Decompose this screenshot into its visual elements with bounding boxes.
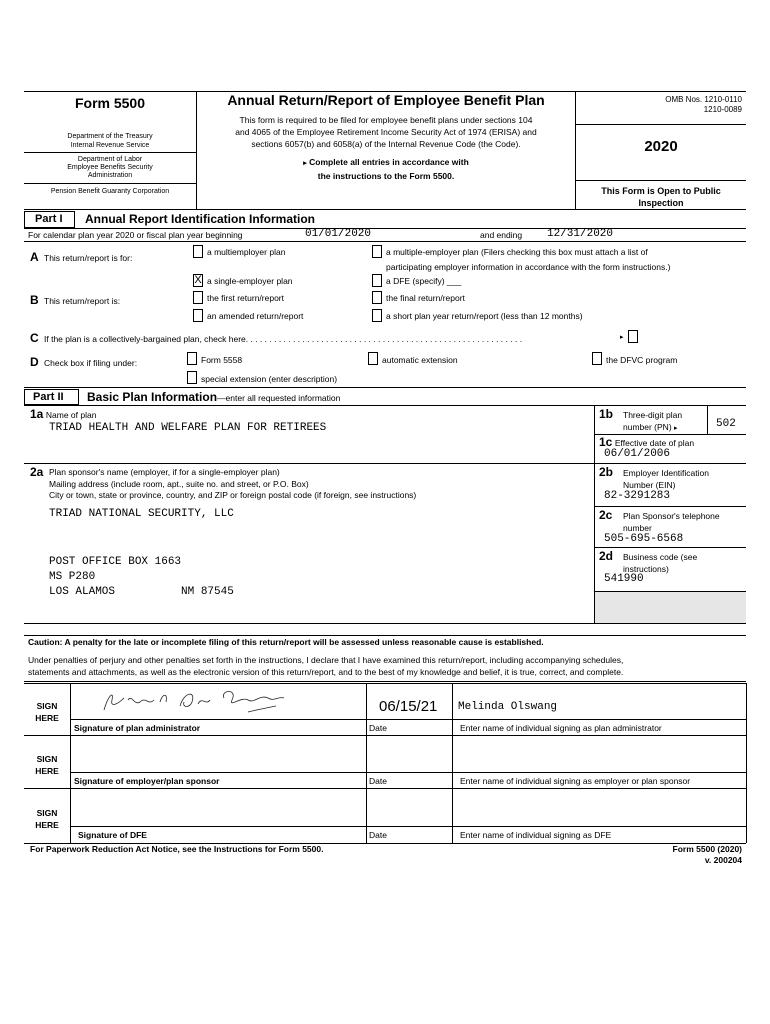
arrow-right-icon: ▸ bbox=[303, 160, 307, 167]
dept-labor: Department of Labor Employee Benefits Security Administration bbox=[67, 156, 153, 179]
dfe-name-label: Enter name of individual signing as DFE bbox=[460, 830, 612, 840]
line-a-text: This return/report is for: bbox=[44, 253, 133, 263]
sponsor-name-label: Enter name of individual signing as employer or plan sponsor bbox=[460, 776, 691, 786]
form-footer-id: Form 5500 (2020) v. 200204 bbox=[672, 844, 742, 865]
sign1-bottom bbox=[24, 735, 746, 736]
rule-2c bbox=[594, 547, 746, 548]
header-right-rule1 bbox=[576, 124, 746, 125]
ein-value[interactable]: 82-3291283 bbox=[604, 490, 671, 502]
part2-label: Part II bbox=[24, 389, 79, 405]
admin-name-label: Enter name of individual signing as plan administrator bbox=[460, 723, 662, 733]
sponsor-signature-label: Signature of employer/plan sponsor bbox=[74, 776, 220, 786]
dfe-checkbox[interactable] bbox=[372, 274, 382, 287]
admin-date-label: Date bbox=[369, 723, 387, 733]
amended-return-checkbox[interactable] bbox=[193, 309, 203, 322]
line-2a-label: Plan sponsor's name (employer, if for a single-employer plan) Mailing address (include room, apt., suite no. and street, or P.O. Box) City or town, state or province, country, and ZIP or foreign postal code (if foreign, see instructions) bbox=[49, 467, 417, 500]
part2-title: Basic Plan Information—enter all requested information bbox=[87, 390, 341, 404]
admin-date-value[interactable]: 06/15/21 bbox=[379, 698, 438, 715]
line-2b-label: Employer Identification Number (EIN) bbox=[623, 468, 709, 490]
sign-here-3: SIGN HERE bbox=[35, 808, 59, 830]
sign2-bottom bbox=[24, 788, 746, 789]
short-year-checkbox[interactable] bbox=[372, 309, 382, 322]
dept-pbgc: Pension Benefit Guaranty Corporation bbox=[50, 188, 170, 195]
arrow-right-icon: ▸ bbox=[674, 425, 678, 432]
sign-top-rule-2 bbox=[24, 683, 746, 684]
multiemployer-label: a multiemployer plan bbox=[207, 247, 286, 257]
sign-name-divider bbox=[452, 683, 453, 843]
main-title: Annual Return/Report of Employee Benefit Plan bbox=[227, 92, 545, 108]
header-right-rule2 bbox=[576, 180, 746, 181]
multiple-employer-label: a multiple-employer plan (Filers checking this box must attach a list of bbox=[386, 247, 648, 257]
form-5558-label: Form 5558 bbox=[201, 355, 243, 365]
automatic-extension-label: automatic extension bbox=[382, 355, 458, 365]
collectively-bargained-checkbox[interactable] bbox=[628, 330, 638, 343]
dept-treasury: Department of the Treasury Internal Revenue Service bbox=[67, 133, 153, 149]
final-return-label: the final return/report bbox=[386, 293, 465, 303]
sign2-line bbox=[70, 772, 746, 773]
automatic-extension-checkbox[interactable] bbox=[368, 352, 378, 365]
sign-date-divider bbox=[366, 683, 367, 843]
part1-rule bbox=[24, 228, 746, 229]
line-1b-label: Three-digit plan number (PN) ▸ bbox=[623, 410, 683, 432]
form-year: 2020 bbox=[644, 138, 678, 155]
header-left-divider bbox=[196, 91, 197, 209]
sign3-line bbox=[70, 826, 746, 827]
line-1c-label: 1c Effective date of plan bbox=[599, 435, 695, 449]
form-title: Form 5500 bbox=[74, 95, 146, 111]
line-2c-num: 2c bbox=[599, 508, 613, 522]
sign-left-divider bbox=[70, 683, 71, 843]
part2-bottom-rule bbox=[24, 623, 746, 624]
effective-date-value[interactable]: 06/01/2006 bbox=[604, 448, 671, 460]
line-c-letter: C bbox=[30, 331, 39, 345]
plan-name-value[interactable]: TRIAD HEALTH AND WELFARE PLAN FOR RETIREES bbox=[49, 422, 327, 434]
perjury-statement: Under penalties of perjury and other penalties set forth in the instructions, I declare that I have examined this return/report, including accompanying schedules, statements and attachments, as well as the electronic version of this return/report, and to the best of my knowledge and belief, it is true, correct, and complete. bbox=[28, 655, 624, 677]
header-left-rule2 bbox=[24, 183, 196, 184]
first-return-label: the first return/report bbox=[207, 293, 285, 303]
calendar-year-text: For calendar plan year 2020 or fiscal plan year beginning bbox=[28, 230, 243, 240]
rule-1c bbox=[24, 463, 746, 464]
amended-return-label: an amended return/report bbox=[207, 311, 304, 321]
omb-numbers: OMB Nos. 1210-0110 1210-0089 bbox=[665, 95, 742, 114]
multiple-employer-label-cont: participating employer information in accordance with the form instructions.) bbox=[386, 262, 671, 272]
line-2a-num: 2a bbox=[30, 465, 44, 479]
special-extension-label: special extension (enter description) bbox=[201, 374, 338, 384]
line-1a-label: 1a Name of plan bbox=[30, 407, 97, 421]
calendar-rule bbox=[24, 241, 746, 242]
dfe-signature-label: Signature of DFE bbox=[78, 830, 147, 840]
dfe-signature-field[interactable] bbox=[72, 790, 364, 825]
sponsor-date-label: Date bbox=[369, 776, 387, 786]
short-year-label: a short plan year return/report (less than 12 months) bbox=[386, 311, 583, 321]
single-employer-checkbox[interactable]: X bbox=[194, 274, 202, 286]
arrow-right-icon: ▸ bbox=[620, 334, 624, 341]
shaded-area bbox=[595, 592, 746, 623]
phone-value[interactable]: 505-695-6568 bbox=[604, 533, 684, 545]
form-description: This form is required to be filed for employee benefit plans under sections 104 and 4065 of the Employee Retirement Income Security Act of 1974 (ERISA) and sections 6057(b) and 6058(a) of the Internal Revenue Code (the Code). bbox=[235, 115, 537, 149]
line-2d-num: 2d bbox=[599, 549, 614, 563]
final-return-checkbox[interactable] bbox=[372, 291, 382, 304]
dfe-label: a DFE (specify) ___ bbox=[386, 276, 462, 286]
admin-name-value[interactable]: Melinda Olswang bbox=[458, 701, 558, 713]
caution-rule bbox=[24, 635, 746, 636]
plan-number-value[interactable]: 502 bbox=[716, 418, 736, 430]
line-2c-label: Plan Sponsor's telephone number bbox=[623, 511, 720, 533]
pn-box-divider bbox=[707, 405, 708, 434]
sign-here-1: SIGN HERE bbox=[35, 701, 59, 723]
sign1-line bbox=[70, 719, 746, 720]
part1-label: Part I bbox=[24, 211, 75, 228]
part1-title: Annual Report Identification Information bbox=[85, 212, 315, 226]
line-2b-num: 2b bbox=[599, 465, 614, 479]
sign-top-rule bbox=[24, 681, 746, 682]
part1-bottom-rule bbox=[24, 387, 746, 388]
line-c-text: If the plan is a collectively-bargained plan, check here. . . . . . . . . . . . . . . . . . . . . . . . . . . . . . . . . . . . . . . . . . . . . . . . . . . . . . . . . . . bbox=[44, 334, 523, 344]
plan-year-begin[interactable]: 01/01/2020 bbox=[305, 228, 372, 240]
first-return-checkbox[interactable] bbox=[193, 291, 203, 304]
line-a-letter: A bbox=[30, 250, 39, 264]
sign-right-border bbox=[746, 683, 747, 843]
sponsor-name-value[interactable]: TRIAD NATIONAL SECURITY, LLC bbox=[49, 508, 234, 520]
header-left-rule1 bbox=[24, 152, 196, 153]
business-code-value[interactable]: 541990 bbox=[604, 573, 644, 585]
special-extension-checkbox[interactable] bbox=[187, 371, 197, 384]
sponsor-signature-field[interactable] bbox=[72, 737, 364, 771]
part2-rule bbox=[24, 405, 746, 406]
sign-here-2: SIGN HERE bbox=[35, 754, 59, 776]
admin-signature-label: Signature of plan administrator bbox=[74, 723, 201, 733]
line-d-letter: D bbox=[30, 355, 39, 369]
line-2d-label: Business code (see instructions) bbox=[623, 552, 698, 574]
form-5558-checkbox[interactable] bbox=[187, 352, 197, 365]
line-d-text: Check box if filing under: bbox=[44, 358, 138, 368]
dfvc-label: the DFVC program bbox=[606, 355, 678, 365]
sponsor-address[interactable]: POST OFFICE BOX 1663 MS P280 LOS ALAMOS NM 87545 bbox=[49, 556, 234, 598]
rule-2b bbox=[594, 506, 746, 507]
line-1b-num: 1b bbox=[599, 407, 614, 421]
dfe-date-label: Date bbox=[369, 830, 387, 840]
dfvc-checkbox[interactable] bbox=[592, 352, 602, 365]
multiple-employer-checkbox[interactable] bbox=[372, 245, 382, 258]
multiemployer-checkbox[interactable] bbox=[193, 245, 203, 258]
header-bottom-rule bbox=[24, 209, 746, 210]
administrator-signature bbox=[98, 686, 293, 718]
paperwork-notice: For Paperwork Reduction Act Notice, see the Instructions for Form 5500. bbox=[30, 844, 324, 854]
line-b-letter: B bbox=[30, 293, 39, 307]
caution-text: Caution: A penalty for the late or incomplete filing of this return/report will be assessed unless reasonable cause is established. bbox=[28, 637, 544, 647]
single-employer-label: a single-employer plan bbox=[207, 276, 293, 286]
public-inspection-note: This Form is Open to Public Inspection bbox=[601, 186, 721, 208]
instructions-note: ▸ Complete all entries in accordance with the instructions to the Form 5500. bbox=[303, 157, 469, 181]
line-b-text: This return/report is: bbox=[44, 296, 121, 306]
ending-text: and ending bbox=[480, 230, 523, 240]
plan-year-end[interactable]: 12/31/2020 bbox=[547, 228, 614, 240]
